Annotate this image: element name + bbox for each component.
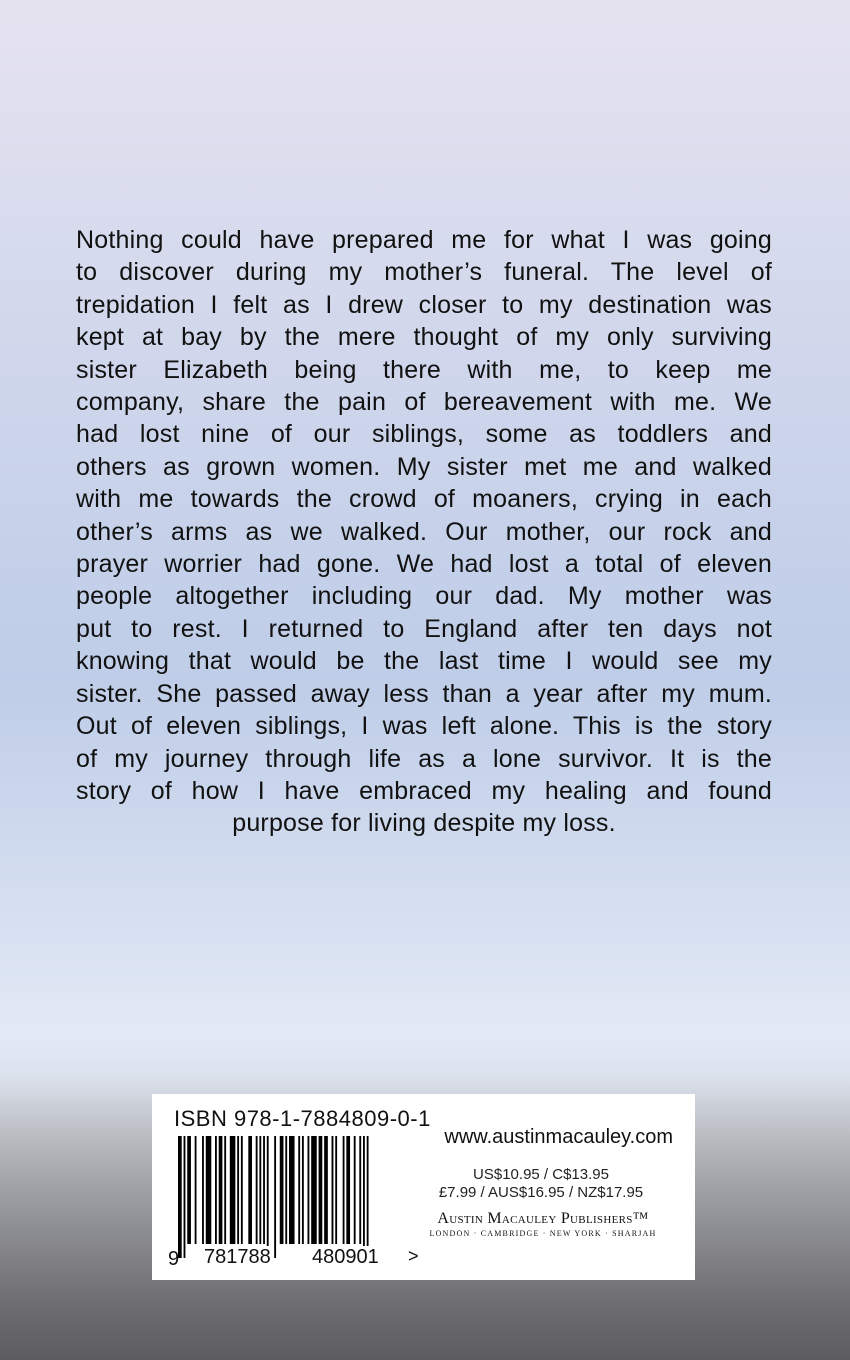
price-list: [431, 1166, 651, 1202]
blurb-line: sister. She passed away less than a year after my mum.: [76, 679, 772, 708]
barcode-bar: [308, 1136, 310, 1244]
blurb-line: to discover during my mother’s funeral. The level of: [76, 258, 772, 287]
barcode-bar: [311, 1136, 317, 1244]
blurb-line: story of how I have embraced my healing and found: [76, 776, 772, 805]
barcode-bar: [354, 1136, 356, 1244]
blurb-line: Nothing could have prepared me for what I was going: [76, 226, 772, 254]
barcode-bar: [187, 1136, 191, 1244]
blurb-line: sister Elizabeth being there with me, to keep me: [76, 355, 772, 384]
barcode-bar: [206, 1136, 212, 1244]
barcode-bar: [319, 1136, 323, 1244]
barcode-bar: [280, 1136, 284, 1244]
publisher-logo: [413, 1210, 673, 1238]
publisher-cities: LONDON · CAMBRIDGE · NEW YORK · SHARJAH: [429, 1229, 657, 1238]
barcode-bar: [367, 1136, 369, 1258]
barcode-digit-group-left: 781788: [204, 1246, 271, 1268]
barcode-bar: [202, 1136, 204, 1244]
barcode-bar: [256, 1136, 258, 1244]
barcode-bar: [237, 1136, 239, 1244]
barcode-bar: [230, 1136, 236, 1244]
barcode-bar: [248, 1136, 252, 1244]
barcode-bar: [298, 1136, 300, 1244]
publisher-website: www.austinmacauley.com: [444, 1126, 673, 1148]
blurb-line: knowing that would be the last time I would see my: [76, 647, 772, 676]
blurb-paragraph: [76, 224, 772, 840]
barcode-bar: [302, 1136, 304, 1244]
barcode-bar: [219, 1136, 223, 1244]
blurb-line: company, share the pain of bereavement with me. We: [76, 388, 772, 417]
back-cover-blurb: [76, 224, 772, 840]
barcode-bar: [343, 1136, 345, 1244]
price-line-1: US$10.95 / C$13.95: [473, 1166, 609, 1183]
barcode-bar: [184, 1136, 186, 1258]
barcode-bar: [285, 1136, 287, 1244]
barcode-bar: [215, 1136, 217, 1244]
barcode-bar: [267, 1136, 269, 1258]
publisher-name: Austin Macauley Publishers™: [437, 1210, 649, 1227]
barcode-bar: [241, 1136, 243, 1244]
barcode-digit-group-right: 480901: [312, 1246, 379, 1268]
barcode-bar: [289, 1136, 295, 1244]
barcode-bar: [178, 1136, 182, 1258]
blurb-line: people altogether including our dad. My mother was: [76, 582, 772, 611]
barcode-bar: [224, 1136, 226, 1244]
barcode-bar: [346, 1136, 350, 1244]
barcode-bar: [359, 1136, 361, 1244]
barcode-lead-digit: 9: [168, 1248, 180, 1270]
blurb-line: of my journey through life as a lone survivor. It is the: [76, 744, 772, 773]
barcode-bar: [195, 1136, 197, 1244]
barcode-bar: [335, 1136, 337, 1244]
blurb-line: had lost nine of our siblings, some as toddlers and: [76, 420, 772, 449]
blurb-line: other’s arms as we walked. Our mother, our rock and: [76, 517, 772, 546]
barcode-panel: [152, 1094, 695, 1280]
barcode-bar: [332, 1136, 334, 1244]
blurb-line: with me towards the crowd of moaners, crying in each: [76, 485, 772, 514]
barcode-bar: [259, 1136, 261, 1244]
barcode-bar: [274, 1136, 276, 1258]
price-line-2: £7.99 / AUS$16.95 / NZ$17.95: [438, 1184, 644, 1201]
barcode-image: [174, 1136, 424, 1258]
blurb-line: prayer worrier had gone. We had lost a total of eleven: [76, 550, 772, 579]
barcode-bar: [324, 1136, 328, 1244]
blurb-line: Out of eleven siblings, I was left alone. This is the story: [76, 712, 772, 741]
blurb-line: put to rest. I returned to England after ten days not: [76, 614, 772, 643]
barcode-bar: [363, 1136, 365, 1258]
blurb-line: trepidation I felt as I drew closer to my destination was: [76, 290, 772, 319]
blurb-line: others as grown women. My sister met me and walked: [76, 452, 772, 481]
blurb-line-last: purpose for living despite my loss.: [232, 809, 616, 838]
barcode-quiet-zone-marker: >: [408, 1246, 419, 1266]
blurb-line: kept at bay by the mere thought of my only surviving: [76, 323, 772, 352]
isbn-label: ISBN 978-1-7884809-0-1: [174, 1106, 431, 1131]
barcode-bar: [263, 1136, 265, 1244]
